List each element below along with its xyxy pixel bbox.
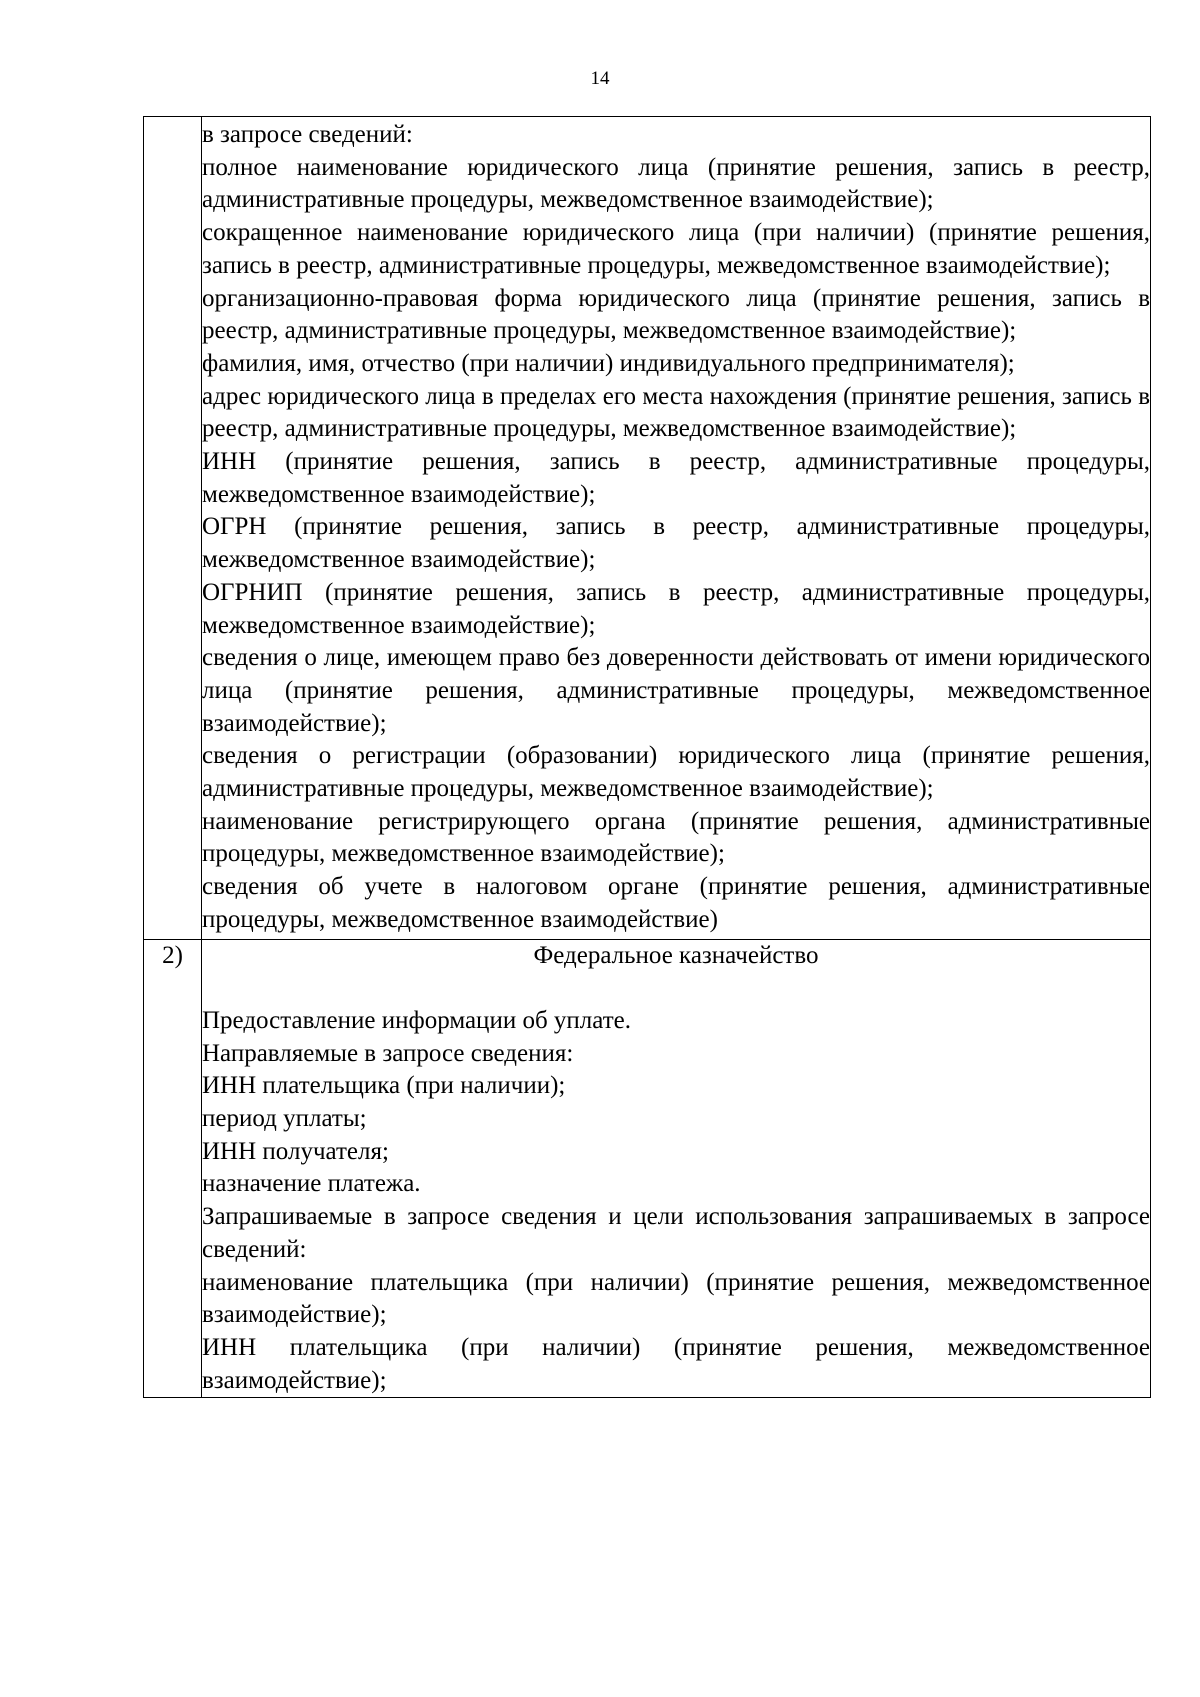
page-number: 14: [590, 68, 610, 89]
paragraph: ИНН плательщика (при наличии) (принятие решения, межведомственное взаимодействие);: [202, 1334, 1150, 1394]
paragraph: адрес юридического лица в пределах его места нахождения (принятие решения, запись в реестр, административные процедуры, межведомственное взаимодействие);: [202, 382, 1150, 443]
paragraph: ИНН получателя;: [202, 1137, 389, 1165]
row-number-cell: [144, 117, 202, 940]
paragraph: Запрашиваемые в запросе сведения и цели использования запрашиваемых в запросе сведений:: [202, 1203, 1150, 1263]
table-row: [144, 939, 1151, 1398]
services-table: [143, 116, 1151, 1398]
paragraph: сведения о лице, имеющем право без доверенности действовать от имени юридического лица (принятие решения, административные процедуры, межведомственное взаимодействие);: [202, 644, 1150, 737]
paragraph: организационно-правовая форма юридического лица (принятие решения, запись в реестр, административные процедуры, межведомственное взаимодействие);: [202, 284, 1150, 345]
blank-line: [202, 972, 1150, 1005]
table-row: [144, 117, 1151, 940]
paragraph: в запросе сведений:: [202, 121, 413, 148]
paragraph: назначение платежа.: [202, 1170, 421, 1198]
paragraph: Направляемые в запросе сведения:: [202, 1039, 574, 1067]
row-number-cell: 2): [144, 939, 202, 1398]
paragraph: сведения о регистрации (образовании) юридического лица (принятие решения, административные процедуры, межведомственное взаимодействие);: [202, 742, 1150, 803]
section-heading: Федеральное казначейство: [533, 941, 819, 969]
paragraph: ОГРНИП (принятие решения, запись в реестр, административные процедуры, межведомственное взаимодействие);: [202, 578, 1150, 639]
paragraph: полное наименование юридического лица (принятие решения, запись в реестр, административные процедуры, межведомственное взаимодействие);: [202, 153, 1150, 214]
paragraph: наименование регистрирующего органа (принятие решения, административные процедуры, межведомственное взаимодействие);: [202, 807, 1150, 868]
paragraph: ИНН (принятие решения, запись в реестр, административные процедуры, межведомственное взаимодействие);: [202, 448, 1150, 508]
row-content-cell: [202, 117, 1151, 940]
paragraph: наименование плательщика (при наличии) (принятие решения, межведомственное взаимодействие);: [202, 1268, 1150, 1329]
paragraph: ИНН плательщика (при наличии);: [202, 1072, 566, 1100]
paragraph: ОГРН (принятие решения, запись в реестр, административные процедуры, межведомственное взаимодействие);: [202, 513, 1150, 574]
paragraph: Предоставление информации об уплате.: [202, 1006, 631, 1034]
paragraph: сведения об учете в налоговом органе (принятие решения, административные процедуры, межведомственное взаимодействие): [202, 873, 1150, 933]
row-content-cell: [202, 939, 1151, 1398]
paragraph: сокращенное наименование юридического лица (при наличии) (принятие решения, запись в реестр, административные процедуры, межведомственное взаимодействие);: [202, 219, 1150, 279]
paragraph: фамилия, имя, отчество (при наличии) индивидуального предпринимателя);: [202, 349, 1015, 377]
paragraph: период уплаты;: [202, 1105, 367, 1133]
